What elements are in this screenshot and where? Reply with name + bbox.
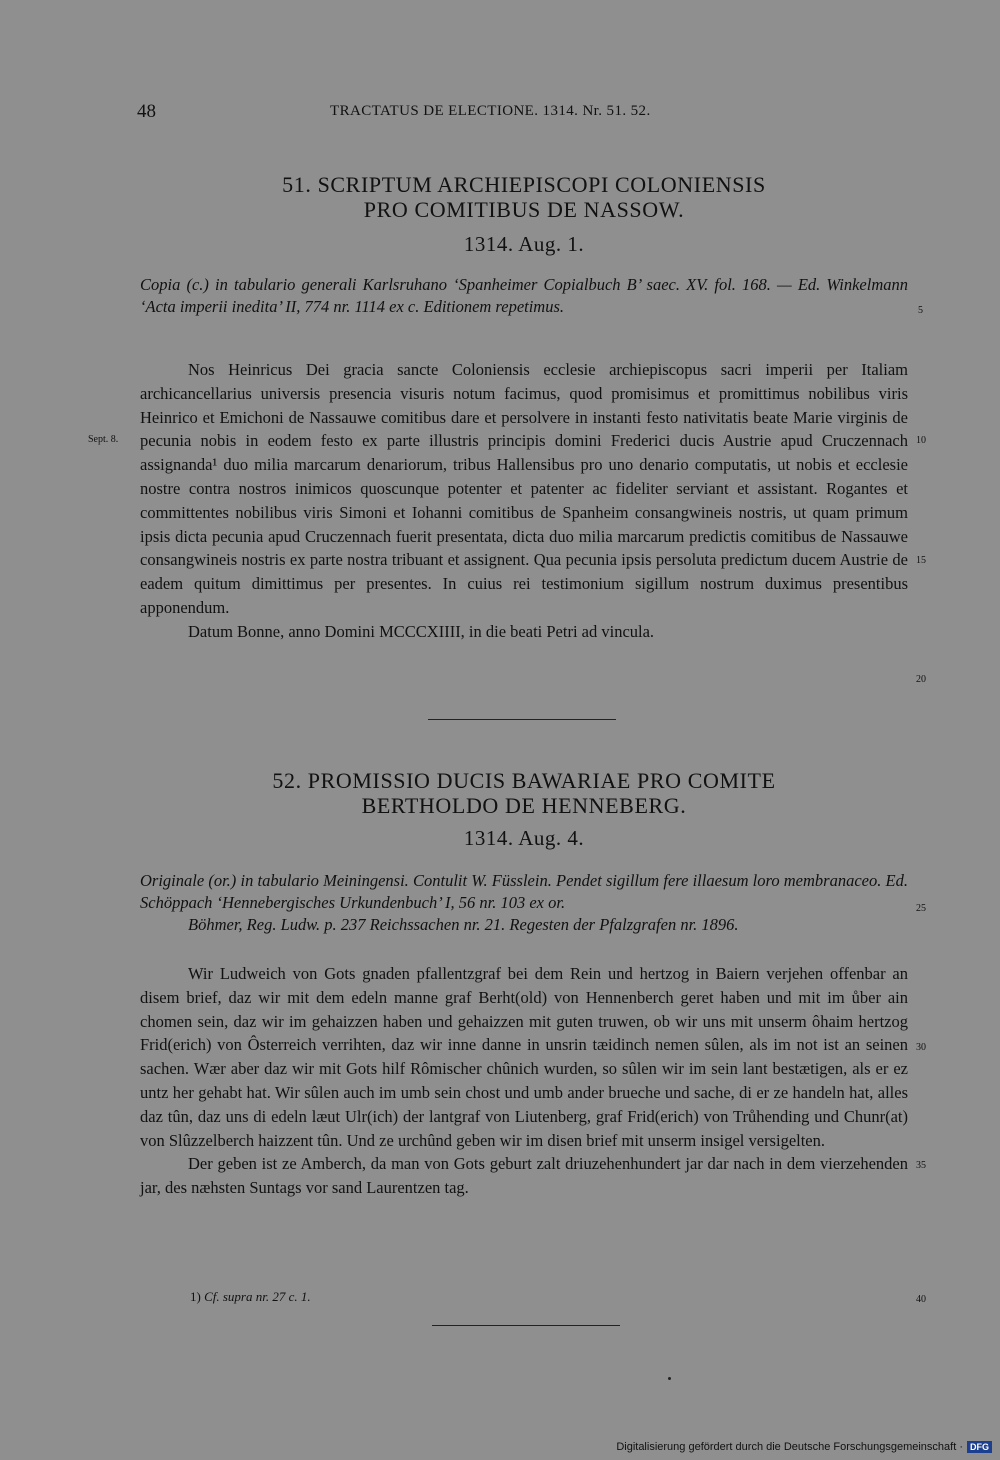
doc51-paragraph-1: Nos Heinricus Dei gracia sancte Coloniensis ecclesie archiepiscopus sacri imperii per Italiam archicancellarius universis presencia visuris notum facimus, quod promisimus et promittimus nobilibus viris Heinrico et Emichoni de Nassauwe comitibus dare et persolvere in instanti festo nativitatis beate Marie virginis de pecunia nobis in eodem festo ex parte illustris principis domini Frederici ducis Austrie apud Cruczennach assignanda¹ duo milia marcarum denariorum, tribus Hallensibus pro uno denario computatis, ut nobis et ecclesie nostre contra nostros inimicos quoscunque potenter et patenter ac fideliter serviant et assistant. Rogantes et committentes nobilibus viris Simoni et Iohanni comitibus de Spanheim consangwineis nostris, ut quam primum ipsis dicta pecunia apud Cruczennach fuerit presentata, dicta duo milia marcarum predictis comitibus de Nassauwe consangwineis nostris ex parte nostra tribuant et assignent. Qua pecunia ipsis persoluta predictum ducem Austrie de eadem quitum dimittimus per presentes. In cuius rei testimonium sigillum nostrum duximus presentibus apponendum. [140,360,908,617]
doc52-date: 1314. Aug. 4. [463,826,585,850]
running-title: TRACTATUS DE ELECTIONE. 1314. Nr. 51. 52. [330,103,651,119]
doc52-note-regesta: Böhmer, Reg. Ludw. p. 237 Reichssachen nr. 21. Regesten der Pfalzgrafen nr. 1896. [188,915,739,934]
line-number: 30 [916,1042,926,1053]
doc51-body [140,358,908,644]
doc51-source-note [140,274,908,318]
doc52-title [140,768,908,818]
doc51-title-line1: 51. SCRIPTUM ARCHIEPISCOPI COLONIENSIS [282,172,766,197]
digitization-credit [616,1441,992,1453]
page-header [0,101,1000,125]
footnote [190,1289,311,1305]
line-number: 15 [916,555,926,566]
footnote-number: 1) [190,1289,201,1304]
doc52-note-text: Originale (or.) in tabulario Meiningensi. Contulit W. Füsslein. Pendet sigillum fere illaesum loro membranaceo. Ed. Schöppach ‘Hennebergisches Urkundenbuch’ I, 56 nr. 103 ex or. [140,871,908,912]
doc52-body [140,962,908,1200]
doc51-title [140,172,908,222]
doc52-source-note [140,870,908,936]
section-divider [428,719,616,720]
margin-note-date: Sept. 8. [88,434,119,445]
doc51-date: 1314. Aug. 1. [463,232,585,256]
page-number: 48 [137,101,156,122]
doc52-paragraph-2: Der geben ist ze Amberch, da man von Gots geburt zalt driuzehenhundert jar dar nach in dem vierzehenden jar, des næhsten Suntags vor sand Laurentzen tag. [140,1154,908,1198]
credit-text: Digitalisierung gefördert durch die Deutsche Forschungsgemeinschaft · [616,1441,963,1453]
doc51-title-line2: PRO COMITIBUS DE NASSOW. [363,197,685,222]
footnote-text: Cf. supra nr. 27 c. 1. [204,1289,311,1304]
end-divider [432,1325,620,1326]
line-number: 25 [916,903,926,914]
line-number: 35 [916,1160,926,1171]
doc52-title-line1: 52. PROMISSIO DUCIS BAWARIAE PRO COMITE [272,768,776,793]
line-number: 10 [916,435,926,446]
line-number: 5 [918,305,923,316]
line-number: 40 [916,1294,926,1305]
doc51-note-text: Copia (c.) in tabulario generali Karlsruhano ‘Spanheimer Copialbuch B’ saec. XV. fol. 168. — Ed. Winkelmann ‘Acta imperii inedita’ II, 774 nr. 1114 ex c. Editionem repetimus. [140,275,908,316]
dfg-logo: DFG [967,1441,992,1453]
doc51-paragraph-2: Datum Bonne, anno Domini MCCCXIIII, in die beati Petri ad vincula. [188,621,655,641]
scan-speck [668,1377,671,1380]
doc52-paragraph-1: Wir Ludweich von Gots gnaden pfallentzgraf bei dem Rein und hertzog in Baiern verjehen offenbar an disem brief, daz wir mit dem edeln manne graf Berht(old) von Hennenberch geret haben und mit im ůber ain chomen sein, daz wir im gehaizzen haben und gehaizzen mit guten truwen, ob wir uns mit unserm ôhaim hertzog Frid(erich) von Ôsterreich verrihten, daz wir inne danne in unsrin tæidinch nemen sûlen, als im not ist an seinen sachen. Wær aber daz wir mit Gots hilf Rômischer chûnich wurden, so sûlen wir im sein lant bestætigen, als er ez untz her gehabt hat. Wir sûlen auch im umb sein chost und umb ander brueche und sache, di er ze handeln hat, alles daz tûn, daz uns di edeln læut Ulr(ich) der lantgraf von Liutenberg, graf Frid(erich) von Trůhending und Chunr(at) von Slûzzelberch haizzent tûn. Und ze urchûnd geben wir im disen brief mit unserm insigel versigelten. [140,964,908,1150]
doc52-title-line2: BERTHOLDO DE HENNEBERG. [361,793,687,818]
line-number: 20 [916,674,926,685]
